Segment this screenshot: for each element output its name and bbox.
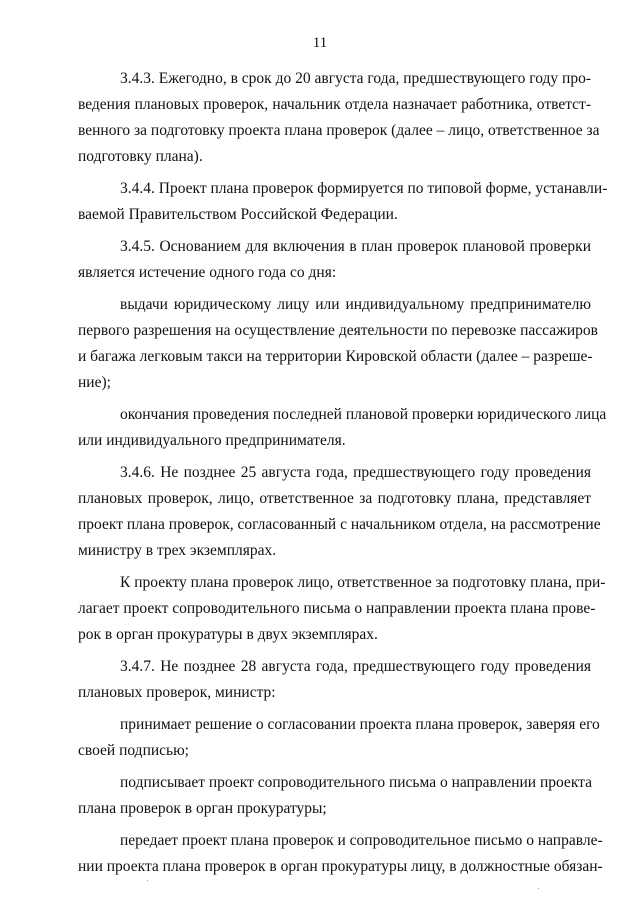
paragraph-line: плановых проверок, лицо, ответственное за подготовку плана, представляет: [78, 490, 591, 507]
paragraph-line: 3.4.7. Не позднее 28 августа года, предшествующего году проведения: [120, 658, 591, 675]
paragraph-line: рок в орган прокуратуры в двух экземплярах.: [78, 626, 378, 643]
paragraph-line: лагает проект сопроводительного письма о направлении проекта плана прове-: [78, 600, 596, 617]
paragraph-line: министру в трех экземплярах.: [78, 542, 277, 559]
paragraph-line: нии проекта плана проверок в орган прокуратуры лицу, в должностные обязан-: [78, 858, 603, 875]
scan-speck: [147, 880, 148, 881]
paragraph-line: 3.4.3. Ежегодно, в срок до 20 августа года, предшествующего году про-: [120, 70, 591, 87]
paragraph-line: 3.4.4. Проект плана проверок формируется по типовой форме, устанавли-: [120, 180, 608, 197]
paragraph-line: 3.4.5. Основанием для включения в план проверок плановой проверки: [120, 238, 591, 255]
paragraph-line: выдачи юридическому лицу или индивидуальному предпринимателю: [120, 296, 591, 313]
paragraph-line: проект плана проверок, согласованный с начальником отдела, на рассмотрение: [78, 516, 601, 533]
paragraph-line: венного за подготовку проекта плана проверок (далее – лицо, ответственное за: [78, 122, 600, 139]
paragraph-line: принимает решение о согласовании проекта плана проверок, заверяя его: [120, 716, 600, 733]
paragraph-line: ваемой Правительством Российской Федерации.: [78, 206, 398, 223]
paragraph-line: окончания проведения последней плановой проверки юридического лица: [120, 406, 607, 423]
paragraph-line: ние);: [78, 374, 111, 391]
page-number: 11: [312, 35, 328, 51]
paragraph-line: К проекту плана проверок лицо, ответственное за подготовку плана, при-: [120, 574, 606, 591]
paragraph-line: плана проверок в орган прокуратуры;: [78, 800, 327, 817]
paragraph-line: или индивидуального предпринимателя.: [78, 432, 346, 449]
scan-speck: [538, 888, 539, 889]
paragraph-line: и багажа легковым такси на территории Кировской области (далее – разреше-: [78, 348, 593, 365]
paragraph-line: первого разрешения на осуществление деятельности по перевозке пассажиров: [78, 322, 598, 339]
paragraph-line: подготовку плана).: [78, 148, 203, 165]
paragraph-line: своей подписью;: [78, 742, 189, 759]
paragraph-line: подписывает проект сопроводительного письма о направлении проекта: [120, 774, 592, 791]
paragraph-line: является истечение одного года со дня:: [78, 264, 337, 281]
paragraph-line: 3.4.6. Не позднее 25 августа года, предшествующего году проведения: [120, 464, 591, 481]
paragraph-line: плановых проверок, министр:: [78, 684, 276, 701]
paragraph-line: передает проект плана проверок и сопроводительное письмо о направле-: [120, 832, 603, 849]
paragraph-line: ведения плановых проверок, начальник отдела назначает работника, ответст-: [78, 96, 591, 113]
